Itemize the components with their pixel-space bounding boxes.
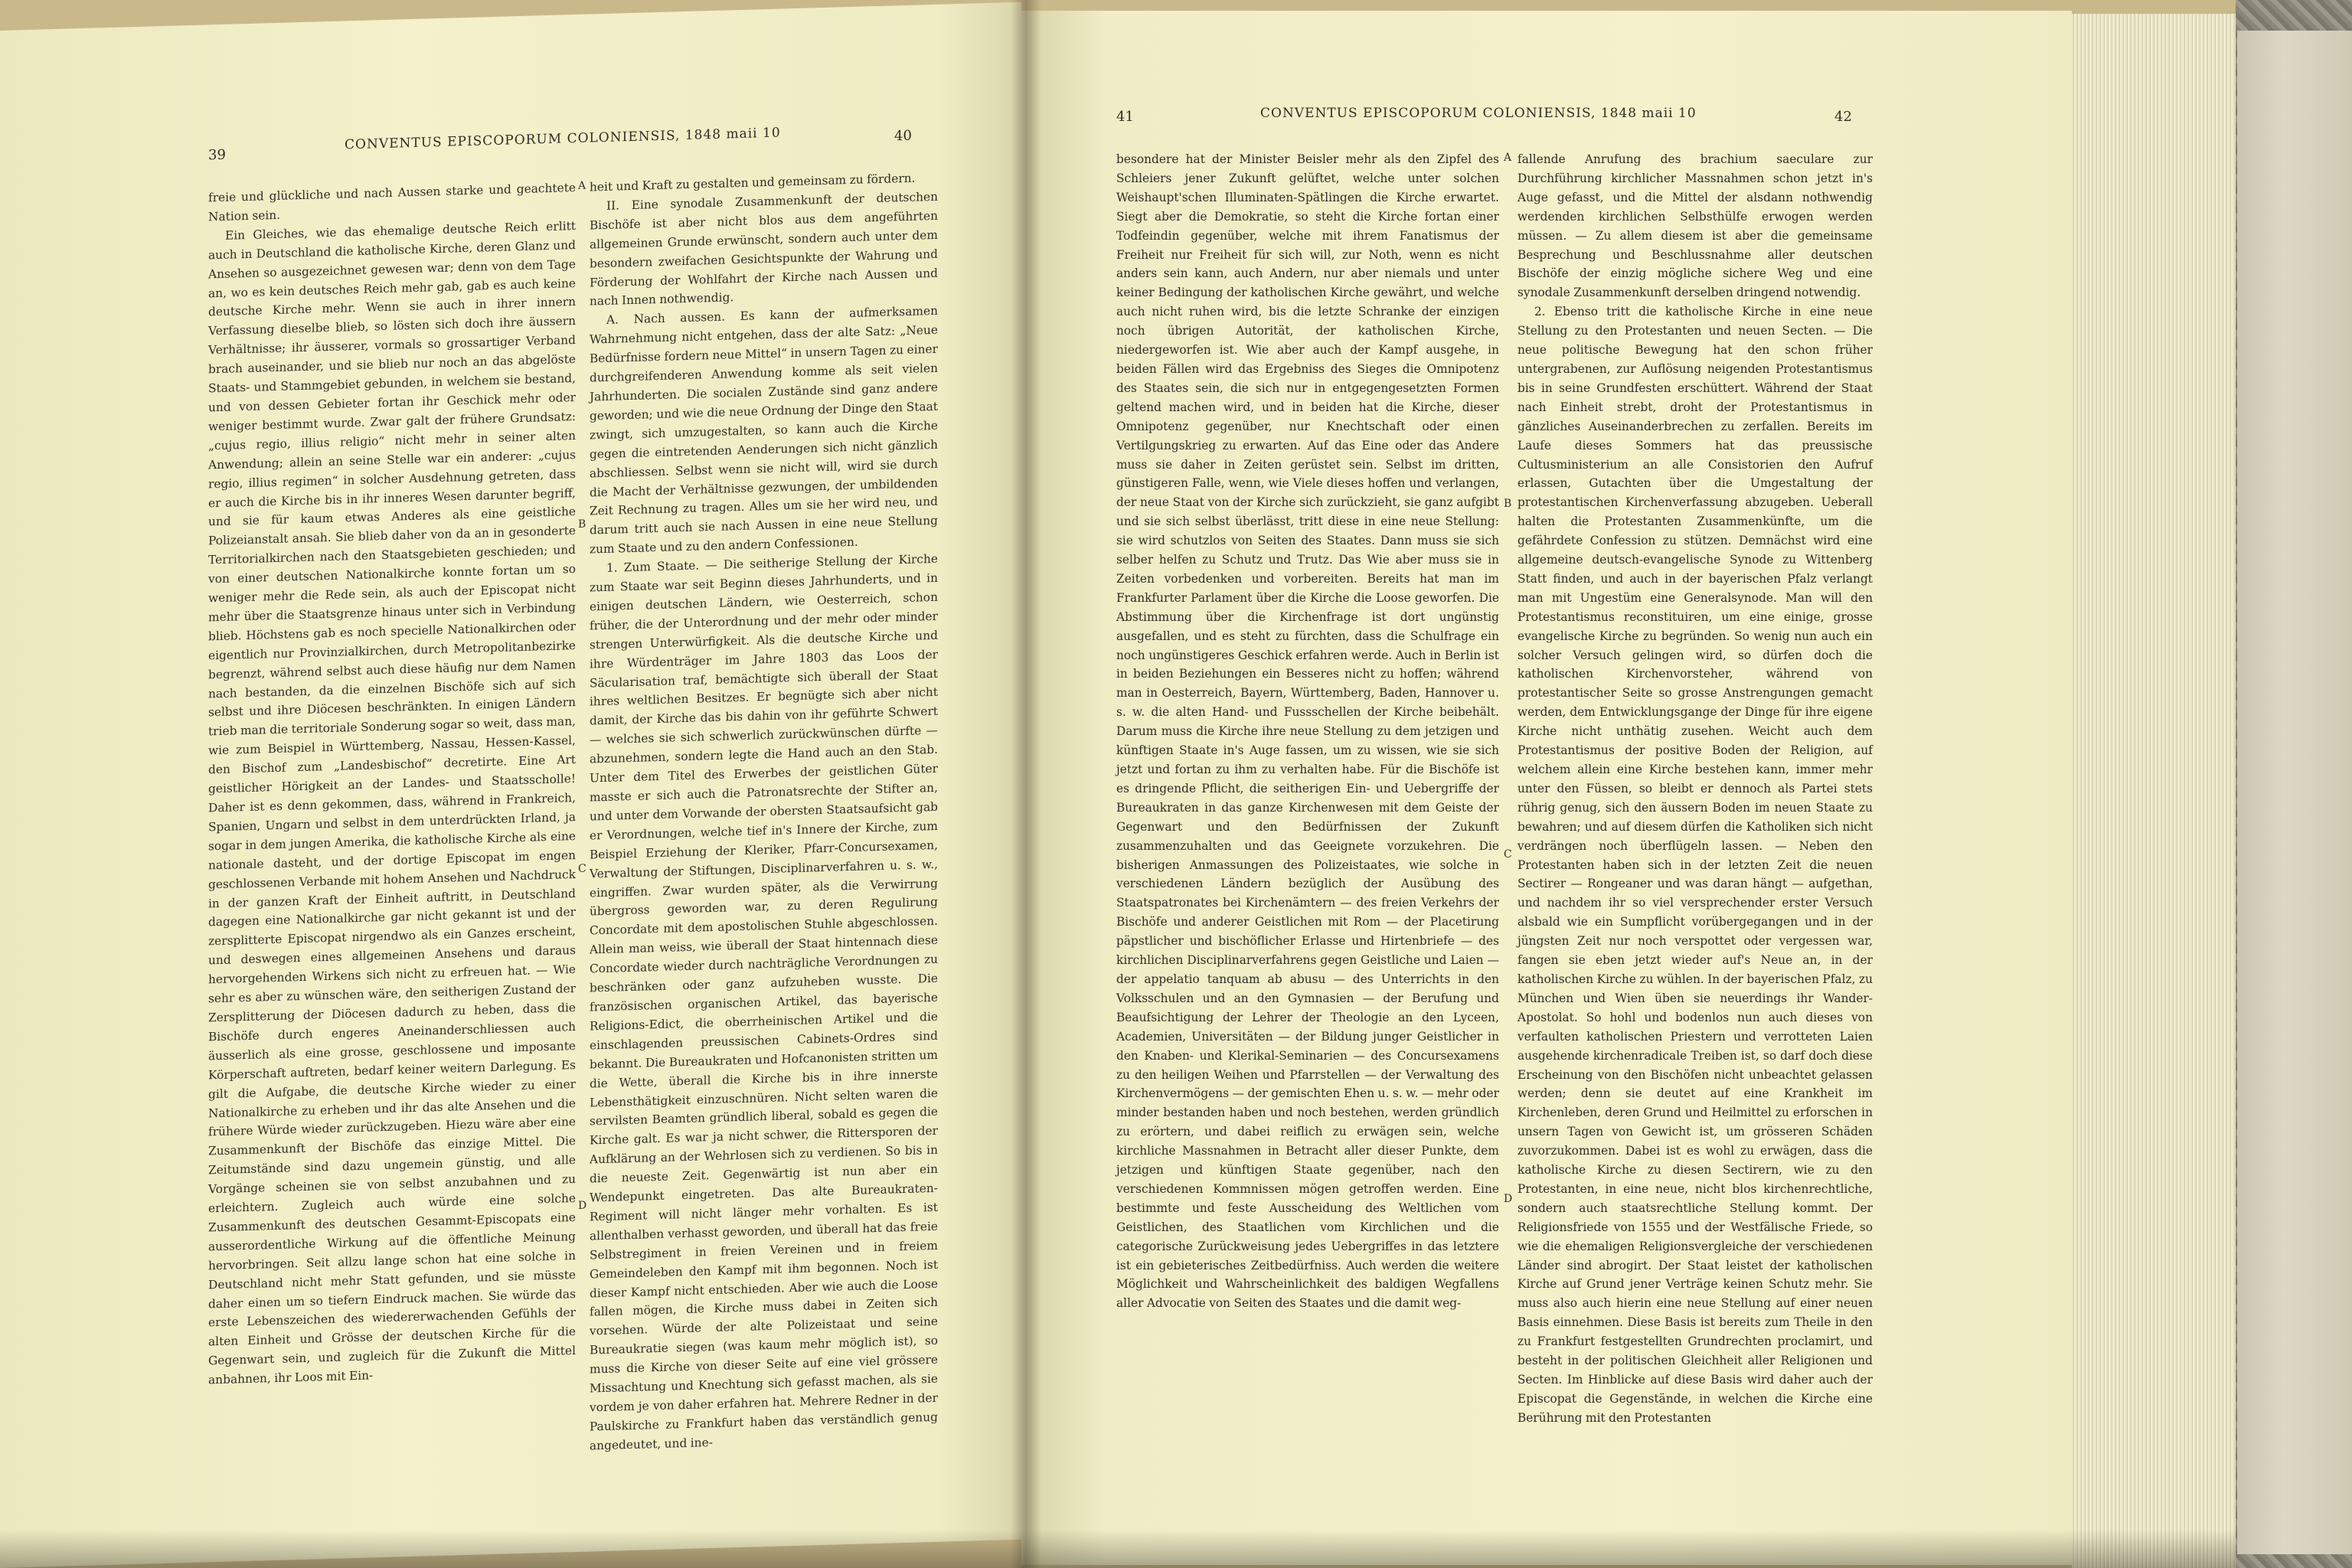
page-number-41: 41: [1116, 109, 1134, 125]
page-number-42: 42: [1834, 109, 1852, 125]
book-gutter: [1011, 0, 1041, 1568]
margin-letter-a: A: [1504, 152, 1512, 164]
margin-letter-d: D: [578, 1199, 587, 1212]
margin-letter-b: B: [578, 518, 586, 531]
paragraph: II. Eine synodale Zusammenkunft der deutschen Bischöfe ist aber nicht blos aus dem angeführten allgemeinen Grunde erwünscht, sondern auch unter dem besondern zweifachen Gesichtspunkte der Wahrung und Förderung der Wohlfahrt der Kirche nach Aussen und nach Innen nothwendig.: [590, 189, 938, 309]
left-page: [0, 2, 1021, 1568]
running-head-left: CONVENTUS EPISCOPORUM COLONIENSIS, 1848 maii 10: [345, 125, 781, 153]
right-page-column-1: [1116, 150, 1499, 1313]
margin-letter-d: D: [1504, 1193, 1513, 1205]
paragraph: heit und Kraft zu gestalten und gemeinsam zu fördern.: [590, 171, 916, 194]
right-page: [1021, 11, 2072, 1565]
margin-letter-a: A: [578, 179, 586, 192]
page-number-39: 39: [208, 146, 226, 164]
paragraph: Ein Gleiches, wie das ehemalige deutsche Reich erlitt auch in Deutschland die katholische Kirche, deren Glanz und Ansehen so ausgezeichnet gewesen war; denn von dem Tage an, wo es kein deutsches Reich mehr gab, gab es auch keine deutsche Kirche mehr. Wenn sie auch in ihrer innern Verfassung dieselbe blieb, so lösten sich doch ihre äussern Verhältnisse; ihr äusserer, vormals so grossartiger Verband brach auseinander, und sie blieb nur noch an das abgelöste Staats- und Stammgebiet gebunden, in welchem sie bestand, und von dessen Gebieter fortan ihr Geschick mehr oder weniger bestimmt wurde. Zwar galt der frühere Grundsatz: „cujus regio, illius religio“ nicht mehr in seiner alten Anwendung; allein an seine Stelle war ein anderer: „cujus regio, illius regimen“ in solcher Ausdehnung getreten, dass er auch die Kirche bis in ihr inneres Wesen darunter begriff, und sie für kaum etwas Anderes als eine geistliche Polizeianstalt ansah. Sie blieb daher von da an in gesonderte Territorialkirchen nach den Staatsgebieten geschieden; und von einer deutschen Nationalkirche konnte fortan um so weniger mehr die Rede sein, als auch der Episcopat nicht mehr über die Staatsgrenze hinaus unter sich in Verbindung blieb. Höchstens gab es noch specielle Nationalkirchen oder eigentlich nur Provinzialkirchen, durch Metropolitanbezirke begrenzt, während selbst auch diese häufig nur dem Namen nach bestanden, da die einzelnen Bischöfe sich auf sich selbst und ihre Diöcesen beschränkten. In einigen Ländern trieb man die territoriale Sonderung sogar so weit, dass man, wie zum Beispiel in Württemberg, Nassau, Hessen-Kassel, den Bischof zum „Landesbischof“ decretirte. Eine Art geistlicher Hörigkeit an der Landes- und Staatsscholle! Daher ist es denn gekommen, dass, während in Frankreich, Spanien, Ungarn und selbst in dem unterdrückten Irland, ja sogar in dem jungen Amerika, die katholische Kirche als eine nationale dasteht, und der dortige Episcopat im engen geschlossenen Verbande mit hohem Ansehen und Nachdruck in der ganzen Kraft der Einheit auftritt, in Deutschland dagegen eine Nationalkirche gar nicht gekannt ist und der zersplitterte Episcopat nirgendwo als ein Ganzes erscheint, und deswegen eines allgemeinen Ansehens und daraus hervorgehenden Wirkens sich nicht zu erfreuen hat. — Wie sehr es aber zu wünschen wäre, den seitherigen Zustand der Zersplitterung der Diöcesen dadurch zu heben, dass die Bischöfe durch engeres Aneinanderschliessen auch äusserlich als eine grosse, geschlossene und imposante Körperschaft auftreten, bedarf keiner weitern Darlegung. Es gilt die Aufgabe, die deutsche Kirche wieder zu einer Nationalkirche zu erheben und ihr das alte Ansehen und die frühere Würde wieder zurückzugeben. Hiezu wäre aber eine Zusammenkunft der Bischöfe das einzige Mittel. Die Zeitumstände sind dazu ungemein günstig, und alle Vorgänge scheinen sie von selbst anzubahnen und zu erleichtern. Zugleich auch würde eine solche Zusammenkunft des deutschen Gesammt-Episcopats eine ausserordentliche Wirkung auf die öffentliche Meinung hervorbringen. Seit allzu lange schon hat eine solche in Deutschland nicht mehr Statt gefunden, und sie müsste daher einen um so tiefern Eindruck machen. Sie würde das erste Lebenszeichen des wiedererwachenden Gefühls der alten Einheit und Grösse der deutschen Kirche für die Gegenwart sein, und zugleich für die Zukunft die Mittel anbahnen, ihr Loos mit Ein-: [208, 218, 576, 1387]
page-number-40: 40: [894, 127, 912, 145]
margin-letter-c: C: [1504, 848, 1512, 861]
paragraph: A. Nach aussen. Es kann der aufmerksamen Wahrnehmung nicht entgehen, dass der alte Satz: „Neue Bedürfnisse fordern neue Mittel“ in unsern Tagen zu einer durchgreifenderen Anwendung komme als seit vielen Jahrhunderten. Die socialen Zustände sind ganz andere geworden; und wie die neue Ordnung der Dinge den Staat zwingt, sich umzugestalten, so kann auch die Kirche gegen die eintretenden Aenderungen sich nicht gänzlich abschliessen. Selbst wenn sie nicht will, wird sie durch die Macht der Verhältnisse gezwungen, der umbildenden Zeit Rechnung zu tragen. Alles um sie her wird neu, und darum tritt auch sie nach Aussen in eine neue Stellung zum Staate und zu den andern Confessionen.: [590, 304, 938, 557]
margin-letter-c: C: [578, 862, 586, 875]
left-page-column-1: [208, 178, 576, 1390]
paragraph: freie und glückliche und nach Aussen starke und geachtete Nation sein.: [208, 180, 576, 224]
right-page-column-2: [1517, 150, 1873, 1428]
paragraph: fallende Anrufung des brachium saeculare zur Durchführung kirchlicher Massnahmen schon jetzt in's Auge gefasst, und die Mittel der alsdann nothwendig werdenden kirchlichen Selbsthülfe erwogen werden müssen. — Zu allem diesem ist aber die gemeinsame Besprechung und Beschlussnahme aller deutschen Bischöfe der einzig mögliche sichere Weg und eine synodale Zusammenkunft derselben dringend notwendig.: [1517, 152, 1873, 300]
left-page-column-2: [590, 168, 938, 1455]
book-stand: [2237, 31, 2352, 1554]
paragraph: 2. Ebenso tritt die katholische Kirche in eine neue Stellung zu den Protestanten und neuen Secten. — Die neue politische Bewegung hat den schon früher untergrabenen, zur Auflösung neigenden Protestantismus bis in seine Grundfesten erschüttert. Während der Staat nach Einheit strebt, droht der Protestantismus in gänzliches Auseinanderbrechen zu zerfallen. Bereits im Laufe dieses Sommers hat das preussische Cultusministerium an alle Consistorien den Aufruf erlassen, Gutachten über die Umgestaltung der protestantischen Kirchenverfassung abzugeben. Ueberall halten die Protestanten Zusammenkünfte, um die gefährdete Confession zu stützen. Demnächst wird eine allgemeine deutsch-evangelische Synode zu Wittenberg Statt finden, und auch in der bayerischen Pfalz verlangt man mit Ungestüm eine Generalsynode. Man will den Protestantismus reconstituiren, um eine einige, grosse evangelische Kirche zu begründen. So wenig nun auch ein solcher Versuch gelingen wird, so dürfen doch die katholischen Kirchenvorsteher, während von protestantischer Seite so grosse Anstrengungen gemacht werden, dem Entwicklungsgange der Dinge für ihre eigene Kirche nicht unthätig zusehen. Weicht auch dem Protestantismus der positive Boden der Religion, auf welchem allein eine Kirche bestehen kann, immer mehr unter den Füssen, so bleibt er dennoch als Partei stets rührig genug, sich den äussern Boden im neuen Staate zu bewahren; und auf diesem dürfen die Katholiken sich nicht verdrängen noch überflügeln lassen. — Neben den Protestanten haben sich in der letzten Zeit die neuen Sectirer — Rongeaner und was daran hängt — aufgethan, und nachdem ihr so viel versprechender erster Versuch alsbald wie ein Sumpflicht vorübergegangen und in der jüngsten Zeit nur noch verspottet oder vergessen war, fangen sie eben jetzt wieder auf's Neue an, in der katholischen Kirche zu wühlen. In der bayerischen Pfalz, zu München und Wien üben sie neuerdings ihr Wander-Apostolat. So hohl und bodenlos nun auch dieses von verfaulten katholischen Priestern und verrotteten Laien ausgehende kirchenradicale Treiben ist, so darf doch diese Erscheinung von den Bischöfen nicht unbeachtet gelassen werden; denn sie deutet auf eine Krankheit im Kirchenleben, deren Grund und Heilmittel zu erforschen in unsern Tagen von Gewicht ist, um grösseren Schäden zuvorzukommen. Dabei ist es wohl zu erwägen, dass die katholische Kirche zu diesen Sectirern, wie zu den Protestanten, in eine neue, nicht blos kirchenrechtliche, sondern auch staatsrechtliche Stellung kommt. Der Religionsfriede von 1555 und der Westfälische Friede, so wie die ehemaligen Religionsvergleiche der verschiedenen Länder sind abrogirt. Der Staat leistet der katholischen Kirche auf Grund jener Verträge keinen Schutz mehr. Sie muss also auch hierin eine neue Stellung auf einer neuen Basis einnehmen. Diese Basis ist bereits zum Theile in den zu Frankfurt festgestellten Grundrechten proclamirt, und besteht in der politischen Gleichheit aller Religionen und Secten. Im Hinblicke auf diese Basis wird daher auch der Episcopat die Gegenstände, in welchen die Kirche eine Berührung mit den Protestanten: [1517, 305, 1873, 1425]
paragraph: besondere hat der Minister Beisler mehr als den Zipfel des Schleiers jener Zukunft gelüftet, welche unter solchen Weishaupt'schen Illuminaten-Spätlingen die Kirche erwartet. Siegt aber die Demokratie, so steht die Kirche fortan einer Todfeindin gegenüber, welche mit ihrem Fanatismus der Freiheit nur Freiheit für sich will, zur Noth, wenn es nicht anders sein kann, auch Andern, nur aber niemals und unter keiner Bedingung der katholischen Kirche gewährt, und welche auch nicht ruhen wird, bis die letzte Schranke der einzigen noch übrigen Autorität, der katholischen Kirche, niedergeworfen ist. Wie aber auch der Kampf ausgehe, in beiden Fällen wird das Ergebniss des Sieges die Omnipotenz des Staates sein, die sich nur in entgegengesetzten Formen geltend machen wird, und in beiden hat die Kirche, dieser Omnipotenz gegenüber, nur Knechtschaft oder einen Vertilgungskrieg zu erwarten. Auf das Eine oder das Andere muss sie daher in Zeiten gerüstet sein. Selbst im dritten, günstigeren Falle, wenn, wie Viele dieses hoffen und verlangen, der neue Staat von der Kirche sich zurückzieht, sie ganz aufgibt und sie sich selbst überlässt, tritt diese in eine neue Stellung: sie wird schutzlos von Seiten des Staates. Dann muss sie sich selber helfen zu Schutz und Trutz. Das Wie aber muss sie in Zeiten vorbedenken und vorbereiten. Bereits hat man im Frankfurter Parlament über die Kirche die Loose geworfen. Die Abstimmung über die Kirchenfrage ist dort ungünstig ausgefallen, und es steht zu fürchten, dass die Schulfrage ein noch ungünstigeres Geschick erfahren werde. Auch in Berlin ist in beiden Beziehungen ein Besseres nicht zu hoffen; während man in Oesterreich, Bayern, Württemberg, Baden, Hannover u. s. w. die alten Hand- und Fussschellen der Kirche beibehält. Darum muss die Kirche ihre neue Stellung zu dem jetzigen und künftigen Staate in's Auge fassen, um zu wissen, wie sie sich jetzt und fortan zu ihm zu verhalten habe. Für die Bischöfe ist es dringende Pflicht, die seitherigen Ein- und Uebergriffe der Bureaukraten in das ganze Kirchenwesen mit dem Geiste der Gegenwart und den Bedürfnissen der Zukunft zusammenzuhalten und das Geeignete vorzukehren. Die bisherigen Anmassungen des Polizeistaates, wie solche in verschiedenen Ländern bezüglich der Ausübung des Staatspatronates bei Kirchenämtern — des freien Verkehrs der Bischöfe und anderer Geistlichen mit Rom — der Placetirung päpstlicher und bischöflicher Erlasse und Hirtenbriefe — des kirchlichen Disciplinarverfahrens gegen Geistliche und Laien — der appelatio tanquam ab abusu — des Unterrichts in den Volksschulen und an den Gymnasien — der Berufung und Beaufsichtigung der Lehrer der Theologie an den Lyceen, Academien, Universitäten — der Bildung junger Geistlicher in den Knaben- und Klerikal-Seminarien — des Concursexamens zu den heiligen Weihen und Pfarrstellen — der Verwaltung des Kirchenvermögens — der gemischten Ehen u. s. w. — mehr oder minder bestanden haben und noch bestehen, werden gründlich zu erörtern, und dabei reiflich zu erwägen sein, welche kirchliche Massnahmen in Betracht aller dieser Punkte, dem jetzigen und künftigen Staate gegenüber, nach den verschiedenen Kommnissen mögen getroffen werden. Eine bestimmte und feste Ausscheidung des Weltlichen vom Geistlichen, des Staatlichen vom Kirchlichen und die categorische Zurückweisung jedes Uebergriffes in das letztere ist ein gebieterisches Zeitbedürfniss. Auch werden die weitere Möglichkeit und Wahrscheinlichkeit des baldigen Wegfallens aller Advocatie von Seiten des Staates und die damit weg-: [1116, 152, 1499, 1311]
margin-letter-b: B: [1504, 498, 1512, 510]
running-head-right: CONVENTUS EPISCOPORUM COLONIENSIS, 1848 maii 10: [1260, 106, 1697, 121]
page-edges: [2072, 14, 2236, 1568]
paragraph: 1. Zum Staate. — Die seitherige Stellung der Kirche zum Staate war seit Beginn dieses Jahrhunderts, und in einigen deutschen Ländern, wie Oesterreich, schon früher, die der Unterordnung und der mehr oder minder strengen Unterwürfigkeit. Als die deutsche Kirche und ihre Würdenträger im Jahre 1803 das Loos der Säcularisation traf, bemächtigte sich überall der Staat ihres weltlichen Besitzes. Er begnügte sich aber nicht damit, der Kirche das bis dahin von ihr geführte Schwert — welches sie sich schwerlich zurückwünschen dürfte — abzunehmen, sondern legte die Hand auch an den Stab. Unter dem Titel des Erwerbes der geistlichen Güter masste er sich auch die Patronatsrechte der Stifter an, und unter dem Vorwande der obersten Staatsaufsicht gab er Verordnungen, welche tief in's Innere der Kirche, zum Beispiel Erziehung der Kleriker, Pfarr-Concursexamen, Verwaltung der Stiftungen, Disciplinarverfahren u. s. w., eingriffen. Zwar wurden später, als die Verwirrung übergross geworden war, zu deren Regulirung Concordate mit dem apostolischen Stuhle abgeschlossen. Allein man weiss, wie überall der Staat hintennach diese Concordate wieder durch nachträgliche Verordnungen zu beschränken oder ganz aufzuheben wusste. Die französischen organischen Artikel, das bayerische Religions-Edict, die oberrheinischen Artikel und die einschlagenden preussischen Cabinets-Ordres sind bekannt. Die Bureaukraten und Hofcanonisten stritten um die Wette, überall die Kirche bis in ihre innerste Lebensthätigkeit einzuschnüren. Nicht selten waren die servilsten Beamten gründlich liberal, sobald es gegen die Kirche galt. Es war ja nicht schwer, die Rittersporen der Aufklärung an der Wehrlosen sich zu verdienen. So bis in die neueste Zeit. Gegenwärtig ist nun aber ein Wendepunkt eingetreten. Das alte Bureaukraten-Regiment will nicht länger mehr vorhalten. Es ist allenthalben verhasst geworden, und überall hat das freie Selbstregiment in freien Vereinen und in freiem Gemeindeleben den Kampf mit ihm begonnen. Noch ist dieser Kampf nicht entschieden. Aber wie auch die Loose fallen mögen, die Kirche muss dabei in Zeiten sich vorsehen. Würde der alte Polizeistaat und seine Bureaukratie siegen (was kaum mehr möglich ist), so muss die Kirche von dieser Seite auf eine viel grössere Missachtung und Knechtung sich gefasst machen, als sie vordem je von daher erfahren hat. Mehrere Redner in der Paulskirche zu Frankfurt haben das verständlich genug angedeutet, und ine-: [590, 551, 938, 1453]
